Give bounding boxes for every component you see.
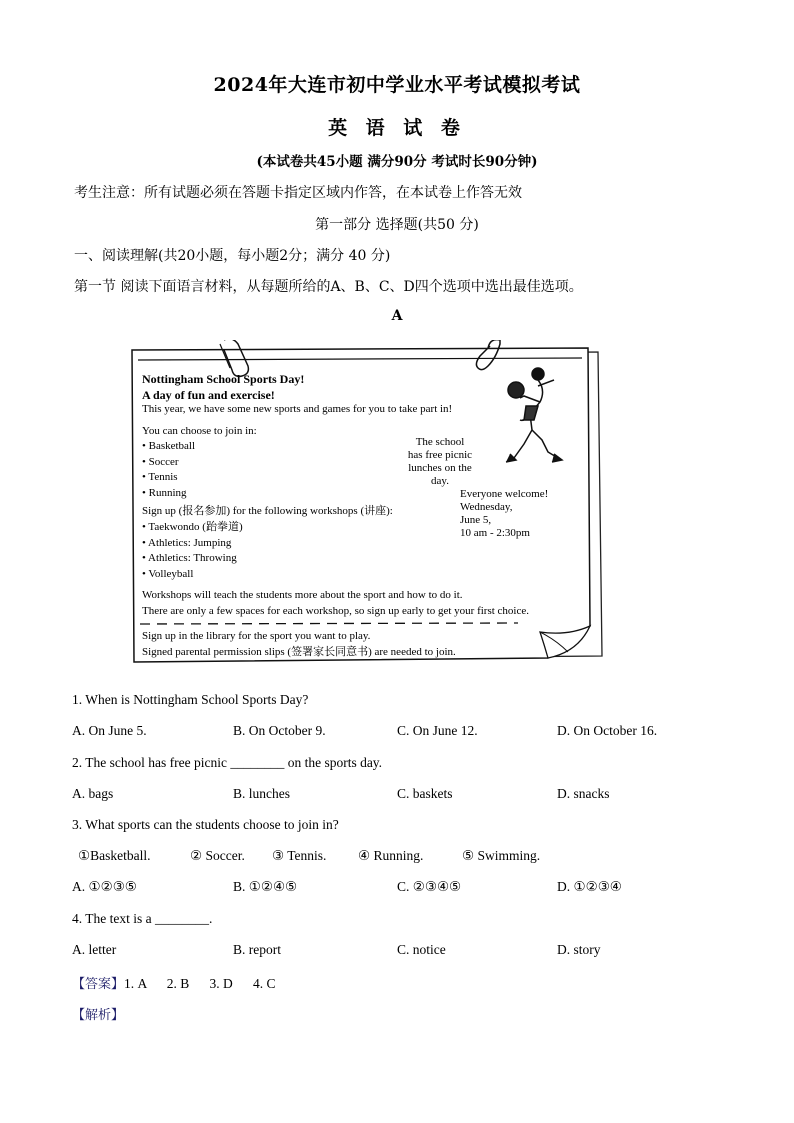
q1-option-d: D. On October 16. [557,723,658,738]
q3-sub-2: ② Soccer. [190,848,245,863]
sport-item: • Soccer [142,455,179,468]
notice-intro: This year, we have some new sports and games for you to take part in! [142,403,453,415]
q3-option-b: B. ①②④⑤ [233,879,298,894]
question-1-stem: 1. When is Nottingham School Sports Day? [72,692,309,707]
workshops-note-1: Workshops will teach the students more about the sport and how to do it. [142,589,463,601]
notice-choose-label: You can choose to join in: [142,425,257,437]
q2-option-d: D. snacks [557,786,610,801]
event-date-note: Everyone welcome! Wednesday, June 5, 10 am - 2:30pm [460,488,549,539]
q3-sub-1: ①Basketball. [78,848,151,863]
sport-list [142,439,195,501]
sport-item: • Running [142,486,187,499]
workshop-item: • Volleyball [142,567,194,580]
q3-sub-4: ④ Running. [358,848,424,863]
q3-sub-3: ③ Tennis. [272,848,327,863]
exam-title: 2024年大连市初中学业水平考试模拟考试 [213,74,581,96]
workshops-note-2: There are only a few spaces for each workshop, so sign up early to get your first choice. [142,605,530,617]
exam-info: (本试卷共45小题 满分90分 考试时长90分钟) [256,154,538,170]
notice-board [128,340,604,670]
workshop-list [142,520,243,582]
answer-text: 1. A 2. B 3. D 4. C [124,976,276,991]
q4-option-a: A. letter [72,942,117,957]
candidate-notice: 考生注意：所有试题必须在答题卡指定区域内作答，在本试卷上作答无效 [74,185,522,201]
question-3-stem: 3. What sports can the students choose to join in? [72,817,339,832]
q3-option-c: C. ②③④⑤ [397,879,462,894]
q3-option-a: A. ①②③⑤ [72,879,137,894]
passage-label: A [391,308,403,324]
exam-subtitle: 英 语 试 卷 [328,117,466,139]
notice-signup-label: Sign up (报名参加) for the following workshops (讲座): [142,505,393,517]
library-note: Sign up in the library for the sport you want to play. [142,630,371,642]
q2-option-c: C. baskets [397,786,453,801]
q4-option-b: B. report [233,942,281,957]
q1-option-b: B. On October 9. [233,723,326,738]
q1-option-a: A. On June 5. [72,723,147,738]
analysis-line [72,1004,124,1023]
workshop-item: • Athletics: Throwing [142,552,237,564]
workshop-item: • Taekwondo (跆拳道) [142,521,243,533]
part-heading: 第一部分 选择题(共50 分) [315,217,479,233]
q3-option-d: D. ①②③④ [557,879,622,894]
question-4-stem: 4. The text is a ________. [72,911,213,926]
sport-item: • Basketball [142,440,196,452]
notice-heading-1: Nottingham School Sports Day! [142,372,305,386]
q4-option-d: D. story [557,942,601,957]
section-heading: 一、阅读理解(共20小题，每小题2分；满分 40 分) [74,248,391,264]
workshop-item: • Athletics: Jumping [142,536,232,549]
q4-option-c: C. notice [397,942,446,957]
sport-item: • Tennis [142,471,178,483]
q2-option-a: A. bags [72,786,114,801]
notice-heading-2: A day of fun and exercise! [142,388,275,402]
question-2-stem: 2. The school has free picnic ________ on the sports day. [72,755,383,770]
permission-note: Signed parental permission slips (签署家长同意书) are needed to join. [142,646,456,658]
section-instruction: 第一节 阅读下面语言材料，从每题所给的A、B、C、D四个选项中选出最佳选项。 [74,279,583,295]
answer-line [72,973,276,992]
q3-sub-5: ⑤ Swimming. [462,848,541,863]
q1-option-c: C. On June 12. [397,723,478,738]
answer-label: 【答案】 [72,977,125,992]
q2-option-b: B. lunches [233,786,290,801]
picnic-note: The school has free picnic lunches on the day. [407,436,473,487]
analysis-label: 【解析】 [72,1008,125,1023]
